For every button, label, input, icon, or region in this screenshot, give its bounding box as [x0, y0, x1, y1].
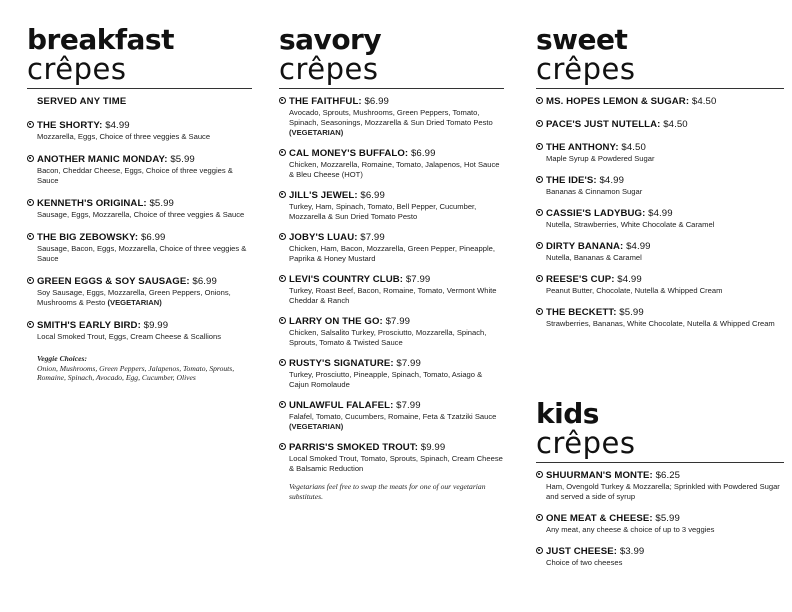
menu-item-description-text: Local Smoked Trout, Tomato, Sprouts, Spinach, Cream Cheese & Balsamic Reduction — [289, 454, 503, 473]
kids-divider — [536, 462, 784, 463]
menu-item-title — [546, 241, 784, 253]
menu-item-description — [37, 288, 252, 308]
menu-item-name: PACE'S JUST NUTELLA: — [546, 119, 661, 130]
menu-item-title — [546, 546, 784, 558]
savory-item-list — [279, 96, 504, 474]
menu-item-price: $7.99 — [385, 316, 411, 327]
menu-item-description — [37, 132, 252, 142]
menu-item-title — [289, 316, 504, 328]
menu-item-name: CAL MONEY'S BUFFALO: — [289, 148, 409, 159]
sweet-title-bold: sweet — [536, 23, 628, 56]
bullet-icon — [27, 199, 34, 206]
menu-item-description-text: Turkey, Prosciutto, Pineapple, Spinach, Tomato, Asiago & Cajun Romolaude — [289, 370, 483, 389]
menu-item-description-text: Nutella, Bananas & Caramel — [546, 253, 642, 262]
menu-item-price: $9.99 — [420, 442, 446, 453]
menu-item-price: $6.99 — [364, 96, 389, 107]
menu-item — [279, 148, 504, 180]
savory-divider — [279, 88, 504, 89]
menu-item-title — [546, 119, 784, 131]
kids-title-bold: kids — [536, 397, 599, 430]
veggie-choices — [37, 354, 252, 383]
menu-item-description-text: Any meat, any cheese & choice of up to 3 veggies — [546, 525, 715, 534]
menu-item — [27, 198, 252, 220]
bullet-icon — [536, 514, 543, 521]
menu-item-name: ANOTHER MANIC MONDAY: — [37, 154, 168, 165]
kids-title-light: crêpes — [536, 426, 636, 460]
menu-item-name: MS. HOPES LEMON & SUGAR: — [546, 96, 690, 107]
menu-item-price: $6.25 — [655, 470, 681, 481]
menu-item-title — [37, 320, 252, 332]
menu-item — [279, 316, 504, 348]
menu-item-price: $3.99 — [619, 546, 645, 557]
menu-item — [536, 513, 784, 535]
breakfast-divider — [27, 88, 252, 89]
menu-item — [279, 442, 504, 474]
breakfast-section — [27, 23, 252, 383]
vegetarian-tag: (VEGETARIAN) — [289, 422, 344, 431]
menu-item — [536, 208, 784, 230]
menu-item-description — [37, 166, 252, 186]
menu-item-description — [289, 454, 504, 474]
menu-item-name: THE BIG ZEBOWSKY: — [37, 232, 139, 243]
menu-item-title — [37, 276, 252, 288]
menu-item-description — [289, 202, 504, 222]
menu-item-name: ONE MEAT & CHEESE: — [546, 513, 653, 524]
menu-item-description-text: Bananas & Cinnamon Sugar — [546, 187, 643, 196]
menu-item — [27, 320, 252, 342]
menu-item-description — [546, 558, 784, 568]
breakfast-title-light: crêpes — [27, 52, 127, 86]
bullet-icon — [536, 275, 543, 282]
menu-item-description-text: Chicken, Salsalito Turkey, Prosciutto, Mozzarella, Spinach, Sprouts, Tomato & Twisted Sauce — [289, 328, 487, 347]
menu-item-description — [37, 244, 252, 264]
menu-item-name: THE SHORTY: — [37, 120, 103, 131]
bullet-icon — [279, 317, 286, 324]
menu-item — [279, 96, 504, 138]
bullet-icon — [536, 547, 543, 554]
menu-item-name: SHUURMAN'S MONTE: — [546, 470, 653, 481]
veggie-choices-list: Onion, Mushrooms, Green Peppers, Jalapenos, Tomato, Sprouts, Romaine, Spinach, Avocado, Egg, Cucumber, Olives — [37, 363, 235, 382]
menu-item-description-text: Falafel, Tomato, Cucumbers, Romaine, Feta & Tzatziki Sauce — [289, 412, 497, 421]
menu-item-price: $4.99 — [105, 120, 130, 131]
menu-item-price: $6.99 — [360, 190, 385, 201]
bullet-icon — [279, 443, 286, 450]
menu-item-description — [546, 253, 784, 263]
bullet-icon — [536, 242, 543, 249]
menu-item-title — [546, 96, 784, 108]
menu-item-price: $6.99 — [140, 232, 166, 243]
menu-item-name: JOBY'S LUAU: — [289, 232, 358, 243]
menu-item — [536, 274, 784, 296]
menu-item-title — [546, 208, 784, 220]
menu-item-price: $5.99 — [655, 513, 680, 524]
vegetarian-tag: (VEGETARIAN) — [107, 298, 162, 307]
sweet-section — [536, 23, 784, 340]
bullet-icon — [536, 143, 543, 150]
menu-item — [536, 142, 784, 164]
menu-item-description-text: Mozzarella, Eggs, Choice of three veggies & Sauce — [37, 132, 211, 141]
menu-item-title — [289, 442, 504, 454]
menu-item-description-text: Maple Syrup & Powdered Sugar — [546, 154, 655, 163]
menu-item-name: DIRTY BANANA: — [546, 241, 624, 252]
menu-item — [536, 96, 784, 108]
menu-item — [279, 358, 504, 390]
menu-item-description — [289, 412, 504, 432]
menu-item-description — [546, 482, 784, 502]
menu-item — [27, 154, 252, 186]
menu-item-description — [546, 319, 784, 329]
menu-item-description — [546, 525, 784, 535]
menu-item-description-text: Choice of two cheeses — [546, 558, 623, 567]
menu-item-description-text: Turkey, Roast Beef, Bacon, Romaine, Tomato, Vermont White Cheddar & Ranch — [289, 286, 497, 305]
menu-item — [536, 119, 784, 131]
menu-item-price: $6.99 — [192, 276, 217, 287]
bullet-icon — [27, 277, 34, 284]
menu-item-description — [289, 286, 504, 306]
menu-item-description-text: Peanut Butter, Chocolate, Nutella & Whipped Cream — [546, 286, 723, 295]
menu-item-description-text: Sausage, Bacon, Eggs, Mozzarella, Choice of three veggies & Sauce — [37, 244, 247, 263]
menu-item — [279, 232, 504, 264]
menu-item-description — [546, 154, 784, 164]
menu-item-title — [289, 148, 504, 160]
menu-item-price: $5.99 — [619, 307, 644, 318]
bullet-icon — [536, 308, 543, 315]
menu-item-price: $4.50 — [691, 96, 717, 107]
menu-item-price: $7.99 — [396, 358, 421, 369]
bullet-icon — [536, 176, 543, 183]
bullet-icon — [279, 233, 286, 240]
menu-item-name: RUSTY'S SIGNATURE: — [289, 358, 394, 369]
menu-item-description — [546, 220, 784, 230]
menu-item-title — [289, 358, 504, 370]
menu-item-name: KENNETH'S ORIGINAL: — [37, 198, 147, 209]
bullet-icon — [279, 275, 286, 282]
savory-title-light: crêpes — [279, 52, 379, 86]
menu-item-name: JILL'S JEWEL: — [289, 190, 358, 201]
menu-item-description-text: Sausage, Eggs, Mozzarella, Choice of three veggies & Sauce — [37, 210, 245, 219]
bullet-icon — [27, 233, 34, 240]
menu-item-description — [546, 187, 784, 197]
menu-item-description — [289, 108, 504, 138]
bullet-icon — [279, 401, 286, 408]
menu-item-description-text: Bacon, Cheddar Cheese, Eggs, Choice of three veggies & Sauce — [37, 166, 233, 185]
bullet-icon — [279, 97, 286, 104]
menu-item-name: THE IDE'S: — [546, 175, 597, 186]
menu-item-title — [546, 142, 784, 154]
menu-item-title — [546, 274, 784, 286]
breakfast-item-list — [27, 120, 252, 342]
menu-item-name: JUST CHEESE: — [546, 546, 618, 557]
menu-item-description — [289, 160, 504, 180]
menu-item-name: LEVI'S COUNTRY CLUB: — [289, 274, 404, 285]
menu-item — [27, 276, 252, 308]
menu-item-description-text: Ham, Ovengold Turkey & Mozzarella; Sprinkled with Powdered Sugar and served a side of syrup — [546, 482, 780, 501]
sweet-divider — [536, 88, 784, 89]
menu-item-price: $5.99 — [149, 198, 174, 209]
menu-item-description — [37, 332, 252, 342]
veggie-choices-title: Veggie Choices: — [37, 354, 87, 363]
menu-item-description-text: Turkey, Ham, Spinach, Tomato, Bell Pepper, Cucumber, Mozzarella & Sun Dried Tomato Pesto — [289, 202, 477, 221]
kids-item-list — [536, 470, 784, 568]
menu-item-description — [289, 370, 504, 390]
menu-item-description-text: Chicken, Ham, Bacon, Mozzarella, Green Pepper, Pineapple, Paprika & Honey Mustard — [289, 244, 495, 263]
menu-item-title — [546, 470, 784, 482]
menu-item — [279, 190, 504, 222]
menu-item-title — [37, 232, 252, 244]
menu-item-name: LARRY ON THE GO: — [289, 316, 383, 327]
sweet-item-list — [536, 96, 784, 329]
menu-item-price: $7.99 — [360, 232, 385, 243]
menu-item-name: PARRIS'S SMOKED TROUT: — [289, 442, 419, 453]
menu-item — [27, 120, 252, 142]
menu-item-name: GREEN EGGS & SOY SAUSAGE: — [37, 276, 190, 287]
bullet-icon — [536, 471, 543, 478]
menu-item-price: $4.99 — [599, 175, 625, 186]
menu-item-price: $4.50 — [663, 119, 688, 130]
menu-item-title — [289, 232, 504, 244]
menu-item-price: $4.99 — [617, 274, 642, 285]
menu-item-name: REESE'S CUP: — [546, 274, 615, 285]
bullet-icon — [279, 149, 286, 156]
bullet-icon — [536, 120, 543, 127]
menu-item-price: $4.50 — [621, 142, 646, 153]
menu-item — [279, 274, 504, 306]
menu-item-title — [546, 175, 784, 187]
menu-item-name: CASSIE'S LADYBUG: — [546, 208, 646, 219]
menu-item — [536, 241, 784, 263]
menu-item-description-text: Strawberries, Bananas, White Chocolate, Nutella & Whipped Cream — [546, 319, 775, 328]
menu-item-name: SMITH'S EARLY BIRD: — [37, 320, 141, 331]
menu-item-title — [37, 198, 252, 210]
menu-item — [536, 175, 784, 197]
menu-item — [536, 470, 784, 502]
menu-item-name: THE BECKETT: — [546, 307, 617, 318]
menu-item-title — [289, 274, 504, 286]
menu-item-description-text: Avocado, Sprouts, Mushrooms, Green Peppers, Tomato, Spinach, Seasonings, Mozzarella & Sun Dried Tomato Pesto — [289, 108, 493, 127]
menu-item-name: THE ANTHONY: — [546, 142, 619, 153]
bullet-icon — [27, 321, 34, 328]
menu-item-price: $4.99 — [626, 241, 651, 252]
bullet-icon — [27, 155, 34, 162]
menu-item-description-text: Soy Sausage, Eggs, Mozzarella, Green Peppers, Onions, Mushrooms & Pesto — [37, 288, 231, 307]
menu-item-description — [546, 286, 784, 296]
vegetarian-tag: (VEGETARIAN) — [289, 128, 344, 137]
menu-item-description-text: Local Smoked Trout, Eggs, Cream Cheese & Scallions — [37, 332, 222, 341]
menu-item-title — [37, 154, 252, 166]
menu-item-price: $7.99 — [405, 274, 431, 285]
menu-item-description — [37, 210, 252, 220]
bullet-icon — [279, 191, 286, 198]
menu-item-description-text: Chicken, Mozzarella, Romaine, Tomato, Jalapenos, Hot Sauce & Bleu Cheese (HOT) — [289, 160, 500, 179]
menu-item-name: THE FAITHFUL: — [289, 96, 362, 107]
menu-item-price: $4.99 — [648, 208, 673, 219]
menu-item-title — [289, 400, 504, 412]
menu-item-price: $6.99 — [411, 148, 436, 159]
menu-item — [279, 400, 504, 432]
menu-item-name: UNLAWFUL FALAFEL: — [289, 400, 394, 411]
bullet-icon — [536, 209, 543, 216]
savory-section — [279, 23, 504, 501]
menu-item-description-text: Nutella, Strawberries, White Chocolate & Caramel — [546, 220, 715, 229]
menu-item-title — [289, 190, 504, 202]
menu-item-title — [289, 96, 504, 108]
vegetarian-note: Vegetarians feel free to swap the meats for one of our vegetarian substitutes. — [289, 482, 486, 501]
menu-item-description — [289, 328, 504, 348]
menu-item-price: $9.99 — [143, 320, 169, 331]
bullet-icon — [27, 121, 34, 128]
menu-item — [536, 546, 784, 568]
kids-section — [536, 397, 784, 579]
menu-item-description — [289, 244, 504, 264]
menu-item — [27, 232, 252, 264]
menu-item-title — [546, 513, 784, 525]
bullet-icon — [536, 97, 543, 104]
breakfast-title-bold: breakfast — [27, 23, 174, 56]
sweet-title-light: crêpes — [536, 52, 636, 86]
bullet-icon — [279, 359, 286, 366]
menu-item-price: $7.99 — [396, 400, 421, 411]
menu-item — [536, 307, 784, 329]
menu-item-title — [546, 307, 784, 319]
savory-title-bold: savory — [279, 23, 382, 56]
served-any-time: SERVED ANY TIME — [37, 96, 127, 107]
menu-item-price: $5.99 — [170, 154, 195, 165]
menu-item-title — [37, 120, 252, 132]
